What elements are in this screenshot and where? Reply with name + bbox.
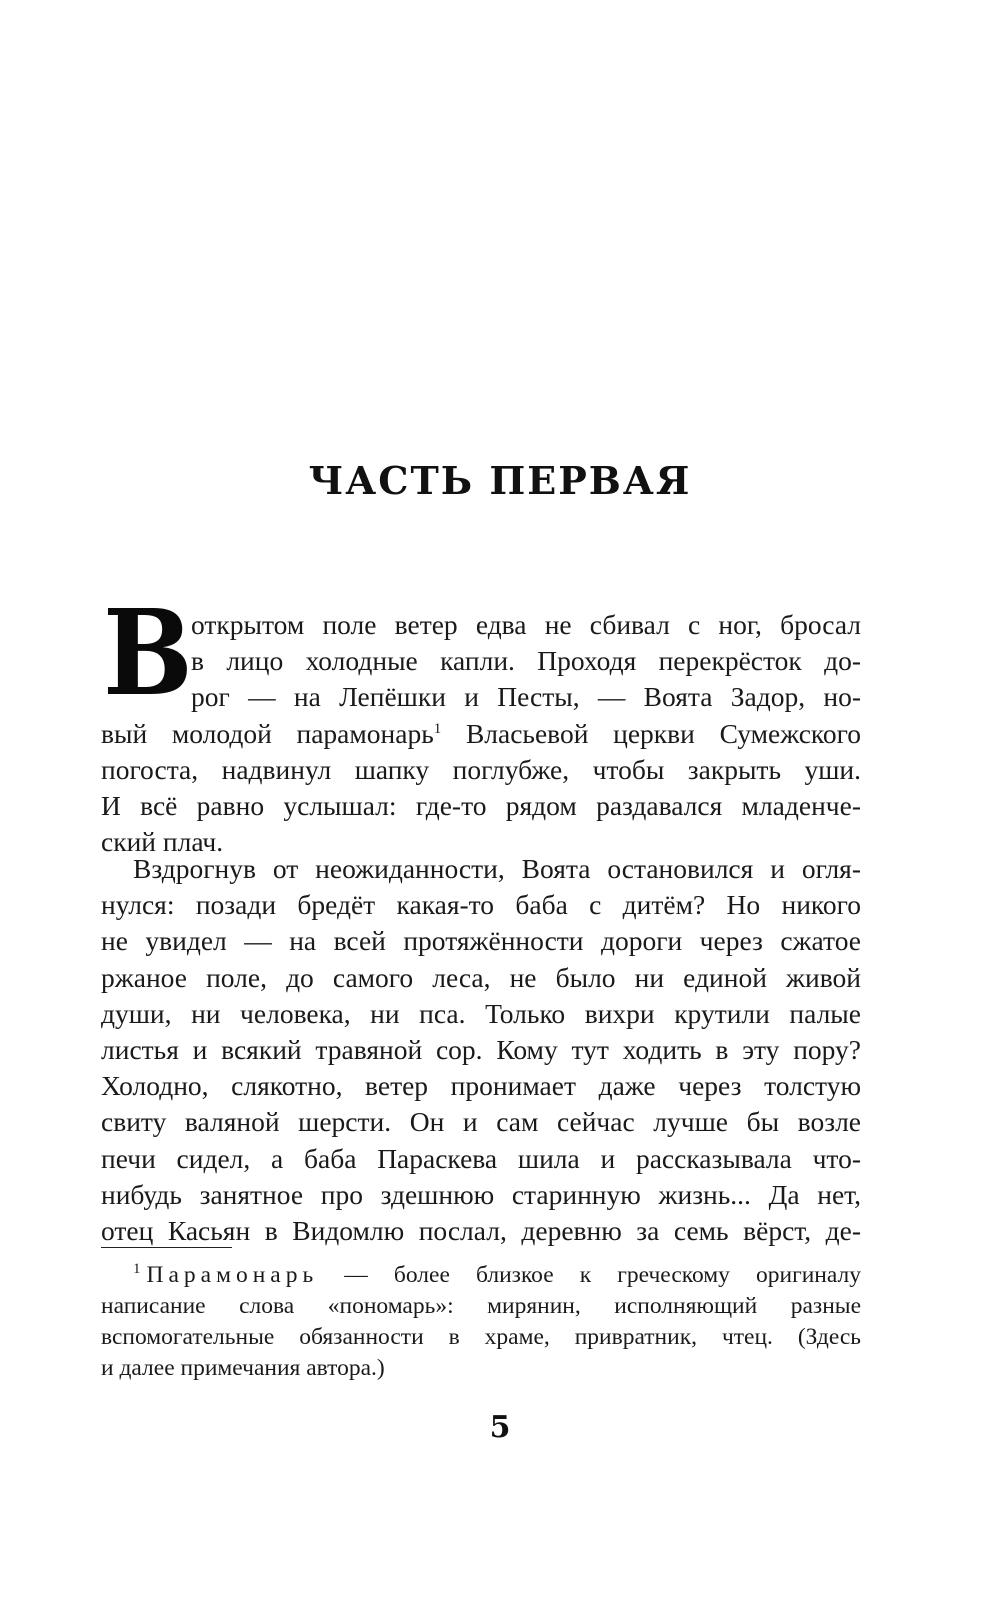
text-line: в лицо холодные капли. Проходя перекрёсток до- bbox=[191, 645, 861, 677]
text-line: листья и всякий травяной сор. Кому тут ходить в эту пору? bbox=[101, 1033, 861, 1065]
text-line-part: Власьевой церкви Сумежского bbox=[441, 717, 861, 749]
footnote-line: написание слова «пономарь»: мирянин, исполняющий разные bbox=[101, 1293, 861, 1319]
footnote-line: и далее примечания автора.) bbox=[101, 1355, 385, 1381]
text-line: свиту валяной шерсти. Он и сам сейчас лучше бы возле bbox=[101, 1106, 861, 1138]
part-title: ЧАСТЬ ПЕРВАЯ bbox=[308, 458, 692, 503]
text-line: ржаное поле, до самого леса, не было ни единой живой bbox=[101, 961, 861, 993]
text-line: нибудь занятное про здешнюю старинную жизнь... Да нет, bbox=[101, 1178, 861, 1210]
footnote-reference: 1 bbox=[433, 720, 442, 737]
text-line: Холодно, слякотно, ветер пронимает даже через толстую bbox=[101, 1070, 861, 1102]
text-line: открытом поле ветер едва не сбивал с ног, бросал bbox=[191, 609, 861, 640]
footnote-term: Парамонарь bbox=[146, 1262, 319, 1288]
text-line-part: вый молодой парамонарь bbox=[101, 717, 434, 749]
text-line: ский плач. bbox=[101, 826, 224, 858]
text-line: Вздрогнув от неожиданности, Воята остановился и огля- bbox=[133, 853, 861, 884]
footnote-line: вспомогательные обязанности в храме, привратник, чтец. (Здесь bbox=[101, 1324, 861, 1350]
text-line bbox=[101, 716, 861, 752]
text-line: не увидел — на всей протяжённости дороги через сжатое bbox=[101, 925, 861, 957]
paragraph-1 bbox=[101, 583, 861, 860]
text-line: печи сидел, а баба Параскева шила и рассказывала что- bbox=[101, 1142, 861, 1174]
footnote bbox=[101, 1260, 861, 1384]
footnote-divider bbox=[101, 1247, 232, 1248]
footnote-line bbox=[101, 1260, 861, 1291]
text-line: И всё равно услышал: где-то рядом раздавался младенче- bbox=[101, 789, 861, 821]
text-line: рог — на Лепёшки и Песты, — Воята Задор, но- bbox=[191, 681, 861, 713]
text-line: отец Касьян в Видомлю послал, деревню за семь вёрст, де- bbox=[101, 1214, 861, 1246]
text-line: погоста, надвинул шапку поглубже, чтобы закрыть уши. bbox=[101, 753, 861, 785]
paragraph-2 bbox=[101, 851, 861, 1249]
page-number: 5 bbox=[489, 1410, 511, 1445]
text-line: нулся: позади бредёт какая-то баба с дитём? Но никого bbox=[101, 889, 861, 921]
text-line: души, ни человека, ни пса. Только вихри крутили палые bbox=[101, 997, 861, 1029]
footnote-number: 1 bbox=[133, 1261, 141, 1278]
footnote-line-part: — более близкое к греческому оригиналу bbox=[318, 1262, 861, 1288]
drop-cap: В bbox=[103, 583, 193, 722]
